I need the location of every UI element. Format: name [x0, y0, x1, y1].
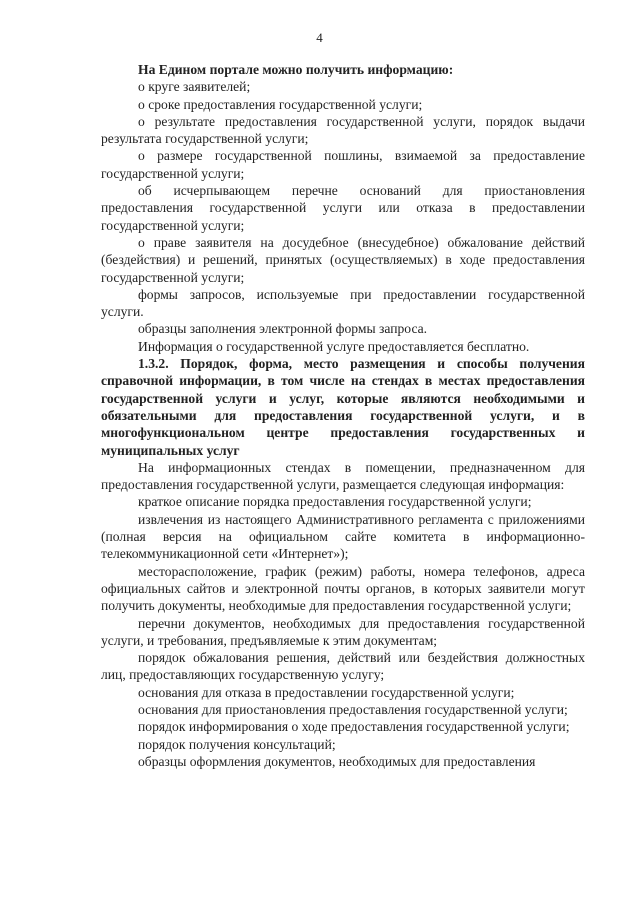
- paragraph-14: извлечения из настоящего Административного регламента с приложениями (полная версия на официальном сайте комитета в информационно-телекоммуникационной сети «Интернет»);: [101, 511, 585, 562]
- paragraph-19: основания для приостановления предоставления государственной услуги;: [138, 701, 568, 717]
- paragraph-16: перечни документов, необходимых для предоставления государственной услуги, и требования, предъявляемые к этим документам;: [101, 615, 585, 648]
- document-body: [101, 61, 585, 770]
- paragraph-5: о размере государственной пошлины, взимаемой за предоставление государственной услуги;: [101, 148, 585, 181]
- paragraph-10: Информация о государственной услуге предоставляется бесплатно.: [138, 338, 530, 354]
- paragraph-17: порядок обжалования решения, действий или бездействия должностных лиц, предоставляющих государственную услугу;: [101, 650, 585, 683]
- paragraph-7: о праве заявителя на досудебное (внесудебное) обжалование действий (бездействия) и решений, принятых (осуществляемых) в ходе предоставления государственной услуги;: [101, 234, 585, 285]
- paragraph-9: образцы заполнения электронной формы запроса.: [138, 321, 428, 337]
- paragraph-12: На информационных стендах в помещении, предназначенном для предоставления государственной услуги, размещается следующая информация:: [101, 459, 585, 493]
- paragraph-21: порядок получения консультаций;: [138, 736, 336, 752]
- paragraph-6: об исчерпывающем перечне оснований для приостановления предоставления государственной услуги или отказа в предоставлении государственной услуги;: [101, 183, 585, 233]
- paragraph-13: краткое описание порядка предоставления государственной услуги;: [138, 494, 532, 510]
- paragraph-1: На Едином портале можно получить информацию:: [138, 62, 454, 77]
- paragraph-4: о результате предоставления государственной услуги, порядок выдачи результата государственной услуги;: [101, 113, 585, 147]
- page-number: 4: [316, 30, 323, 45]
- paragraph-20: порядок информирования о ходе предоставления государственной услуги;: [138, 719, 570, 735]
- section-heading: 1.3.2. Порядок, форма, место размещения и способы получения справочной информации, в том числе на стендах в местах предоставления государственной услуги и услуг, которые являются необходимыми и обязательными для предоставления государственной услуги, и в многофункциональном центре предоставления государственных и муниципальных услуг: [101, 356, 585, 458]
- paragraph-15: месторасположение, график (режим) работы, номера телефонов, адреса официальных сайтов и электронной почты органов, в которых заявители могут получить документы, необходимые для предоставления государственной услуги;: [101, 563, 585, 614]
- paragraph-3: о сроке предоставления государственной услуги;: [138, 96, 423, 112]
- paragraph-22: образцы оформления документов, необходимых для предоставления: [138, 753, 536, 769]
- paragraph-18: основания для отказа в предоставлении государственной услуги;: [138, 684, 515, 700]
- paragraph-8: формы запросов, используемые при предоставлении государственной услуги.: [101, 286, 585, 320]
- paragraph-2: о круге заявителей;: [138, 79, 251, 95]
